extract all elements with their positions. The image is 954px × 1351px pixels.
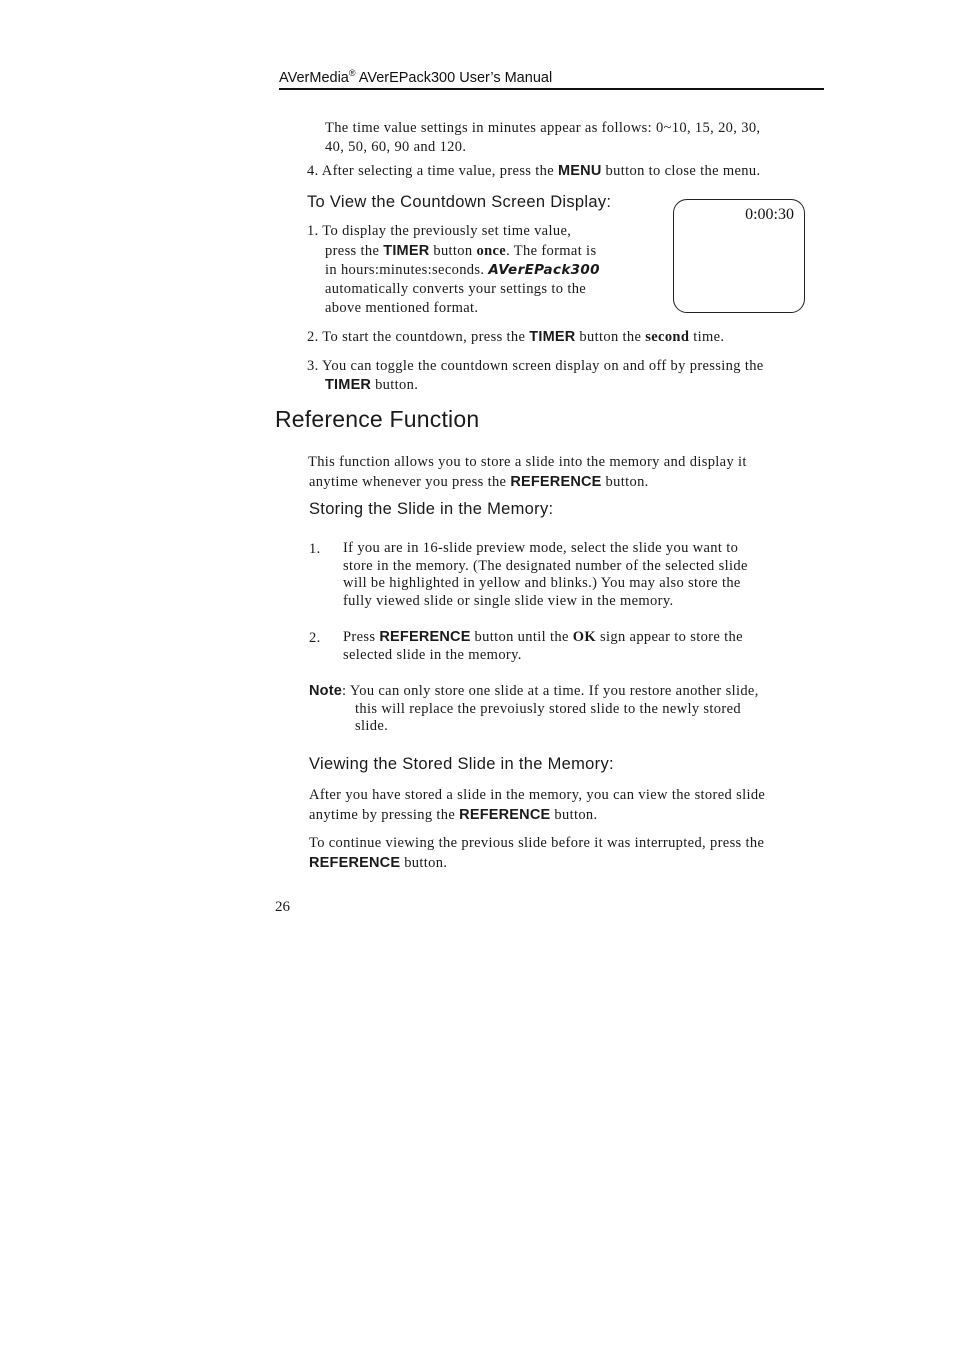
item-text-line: fully viewed slide or single slide view in the memory.	[343, 592, 674, 609]
viewing-p1-line-2	[309, 806, 598, 825]
note-label: Note	[309, 683, 343, 699]
header-title	[279, 68, 552, 86]
item-text: button the	[575, 329, 646, 345]
countdown-item-3-line-2	[325, 376, 418, 395]
item-text: sign appear to store the	[596, 629, 743, 645]
item-text: button.	[601, 474, 649, 490]
storing-item-1-number: 1.	[309, 541, 321, 557]
header-brand: AVerMedia	[279, 69, 349, 86]
item-text: button until the	[470, 629, 573, 645]
item-text: button.	[400, 855, 448, 871]
intro-line-1: The time value settings in minutes appear as follows: 0~10, 15, 20, 30,	[325, 120, 761, 136]
countdown-item-1-line-3	[325, 261, 600, 280]
step-4	[307, 162, 760, 181]
storing-item-2-number: 2.	[309, 630, 321, 646]
storing-item-1-text	[343, 540, 748, 610]
timer-key-label: TIMER	[383, 243, 430, 259]
viewing-heading: Viewing the Stored Slide in the Memory:	[309, 755, 614, 773]
item-number: 3.	[307, 358, 319, 374]
header-manual-title: AVerEPack300 User’s Manual	[355, 69, 553, 86]
item-number: 2.	[307, 329, 319, 345]
item-text: To start the countdown, press the	[322, 329, 530, 345]
countdown-item-1-line-5: above mentioned format.	[325, 300, 479, 316]
countdown-item-3-line-1	[307, 357, 764, 376]
reference-key-label: REFERENCE	[459, 807, 551, 823]
ok-sign-label: OK	[572, 629, 597, 645]
storing-heading: Storing the Slide in the Memory:	[309, 500, 554, 518]
item-text: in hours:minutes:seconds.	[325, 262, 489, 278]
viewing-p2-line-2	[309, 854, 447, 873]
step-4-text: After selecting a time value, press the	[321, 163, 559, 179]
item-text: press the	[325, 243, 384, 259]
note-line-3: slide.	[355, 718, 389, 734]
item-text: . The format is	[506, 243, 597, 259]
countdown-item-2	[307, 328, 724, 347]
emphasis-second: second	[645, 329, 690, 345]
item-text: button.	[371, 377, 419, 393]
reference-key-label: REFERENCE	[379, 629, 471, 645]
countdown-item-1-line-4: automatically converts your settings to the	[325, 281, 587, 297]
timer-key-label: TIMER	[529, 329, 576, 345]
registered-mark: ®	[348, 68, 356, 78]
item-text: time.	[689, 329, 725, 345]
item-text: button	[429, 243, 477, 259]
page-header	[279, 66, 824, 90]
reference-key-label: REFERENCE	[309, 855, 401, 871]
item-text: anytime whenever you press the	[309, 474, 511, 490]
countdown-heading: To View the Countdown Screen Display:	[307, 193, 612, 211]
reference-function-heading: Reference Function	[275, 406, 480, 432]
step-number: 4.	[307, 163, 319, 179]
item-text: button.	[550, 807, 598, 823]
countdown-display-illustration	[673, 199, 805, 313]
reference-key-label: REFERENCE	[510, 474, 602, 490]
timer-key-label: TIMER	[325, 377, 372, 393]
note-line-2: this will replace the prevoiusly stored slide to the newly stored	[355, 700, 741, 717]
item-text: You can toggle the countdown screen display on and off by pressing the	[322, 358, 764, 374]
intro-line-2: 40, 50, 60, 90 and 120.	[325, 139, 467, 155]
item-text: anytime by pressing the	[309, 807, 460, 823]
reference-intro-line-1: This function allows you to store a slide into the memory and display it	[308, 454, 747, 470]
item-text-line: selected slide in the memory.	[343, 646, 522, 663]
emphasis-once: once	[476, 243, 507, 259]
note-block	[309, 683, 759, 736]
viewing-p1-line-1: After you have stored a slide in the memory, you can view the stored slide	[309, 787, 766, 803]
countdown-item-1-line-2	[325, 242, 596, 261]
item-text-line: will be highlighted in yellow and blinks.) You may also store the	[343, 575, 741, 591]
countdown-value: 0:00:30	[745, 206, 794, 223]
item-text: Press	[343, 629, 380, 645]
note-text: : You can only store one slide at a time. If you restore another slide,	[342, 683, 759, 699]
item-text-line: If you are in 16-slide preview mode, select the slide you want to	[343, 540, 739, 556]
step-4-text-end: button to close the menu.	[601, 163, 761, 179]
item-text-line	[343, 629, 743, 647]
countdown-item-1-line-1	[307, 222, 571, 241]
item-text: To display the previously set time value,	[322, 223, 572, 239]
viewing-p2-line-1: To continue viewing the previous slide before it was interrupted, press the	[309, 835, 765, 851]
menu-key-label: MENU	[558, 163, 602, 179]
note-line-1	[309, 683, 759, 701]
storing-item-2-text	[343, 629, 743, 664]
item-number: 1.	[307, 223, 319, 239]
page-number: 26	[275, 899, 290, 915]
product-name: AVerEPack300	[488, 262, 600, 278]
item-text-line: store in the memory. (The designated number of the selected slide	[343, 557, 748, 574]
reference-intro-line-2	[309, 473, 649, 492]
